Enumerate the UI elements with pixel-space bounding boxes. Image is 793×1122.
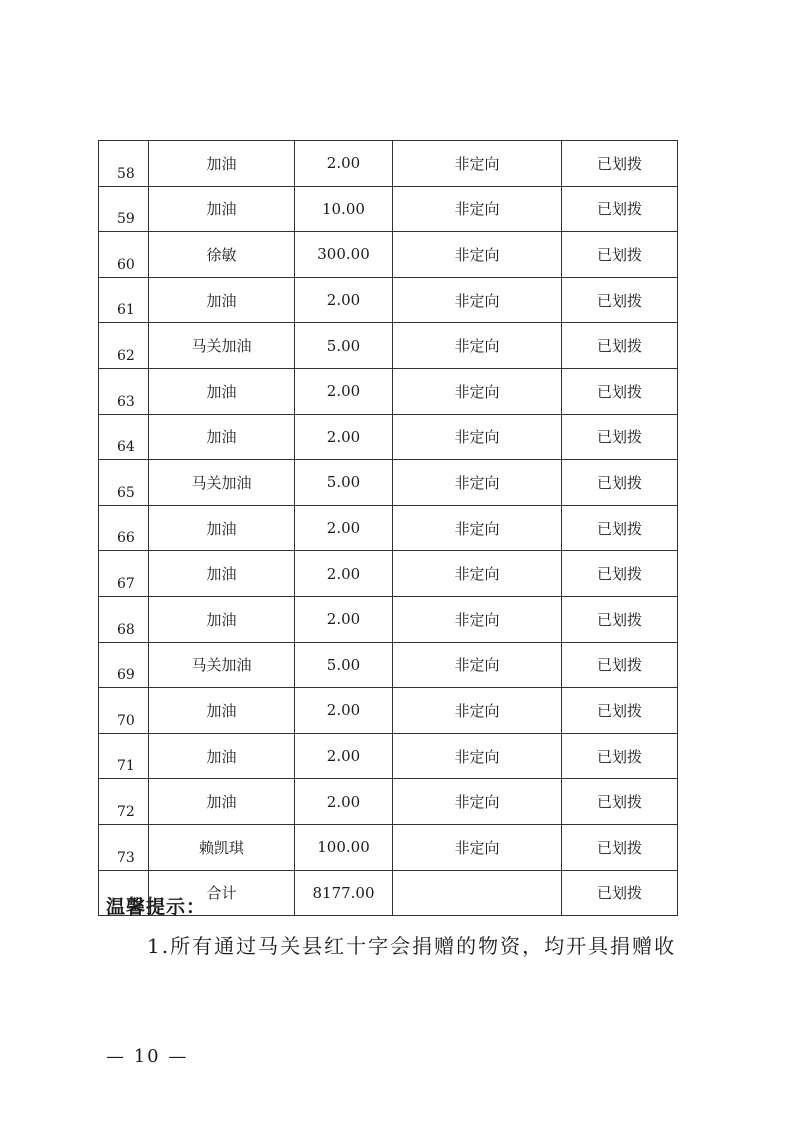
donation-direction: 非定向 [393, 414, 562, 460]
donation-direction: 非定向 [393, 642, 562, 688]
row-number: 58 [99, 141, 149, 187]
allocation-status: 已划拨 [562, 277, 678, 323]
row-number: 63 [99, 368, 149, 414]
row-number: 67 [99, 551, 149, 597]
donation-direction: 非定向 [393, 779, 562, 825]
donation-amount: 5.00 [295, 460, 393, 506]
row-number: 65 [99, 460, 149, 506]
donation-amount: 5.00 [295, 323, 393, 369]
donation-direction: 非定向 [393, 733, 562, 779]
allocation-status: 已划拨 [562, 870, 678, 916]
allocation-status: 已划拨 [562, 779, 678, 825]
row-number: 66 [99, 505, 149, 551]
donation-table-body [99, 141, 678, 916]
allocation-status: 已划拨 [562, 551, 678, 597]
table-row [99, 688, 678, 734]
allocation-status: 已划拨 [562, 232, 678, 278]
donation-direction: 非定向 [393, 551, 562, 597]
donation-amount: 300.00 [295, 232, 393, 278]
table-row [99, 596, 678, 642]
row-number: 71 [99, 733, 149, 779]
table-row [99, 186, 678, 232]
donor-name: 加油 [149, 733, 295, 779]
donor-name: 加油 [149, 186, 295, 232]
table-row [99, 824, 678, 870]
donation-amount: 2.00 [295, 551, 393, 597]
donation-direction: 非定向 [393, 824, 562, 870]
donation-amount: 2.00 [295, 505, 393, 551]
donation-amount: 2.00 [295, 141, 393, 187]
allocation-status: 已划拨 [562, 688, 678, 734]
donation-amount: 2.00 [295, 688, 393, 734]
donor-name: 加油 [149, 596, 295, 642]
donation-direction: 非定向 [393, 186, 562, 232]
page-number: — 10 — [106, 1046, 189, 1067]
table-row [99, 414, 678, 460]
donor-name: 加油 [149, 141, 295, 187]
table-row [99, 141, 678, 187]
allocation-status: 已划拨 [562, 460, 678, 506]
allocation-status: 已划拨 [562, 368, 678, 414]
allocation-status: 已划拨 [562, 141, 678, 187]
donation-amount: 10.00 [295, 186, 393, 232]
donation-amount: 2.00 [295, 277, 393, 323]
donation-amount: 100.00 [295, 824, 393, 870]
tip-line-1: 1.所有通过马关县红十字会捐赠的物资，均开具捐赠收 [147, 934, 677, 958]
donor-name: 加油 [149, 505, 295, 551]
allocation-status: 已划拨 [562, 186, 678, 232]
tip-title: 温馨提示： [106, 896, 207, 918]
donor-name: 加油 [149, 688, 295, 734]
donation-amount: 2.00 [295, 368, 393, 414]
donor-name: 加油 [149, 277, 295, 323]
donation-direction: 非定向 [393, 323, 562, 369]
donation-amount: 2.00 [295, 733, 393, 779]
allocation-status: 已划拨 [562, 414, 678, 460]
donation-amount: 5.00 [295, 642, 393, 688]
donation-direction: 非定向 [393, 141, 562, 187]
donation-direction: 非定向 [393, 505, 562, 551]
donation-amount: 2.00 [295, 779, 393, 825]
donation-direction: 非定向 [393, 460, 562, 506]
table-row [99, 277, 678, 323]
donation-table [98, 140, 678, 916]
donor-name: 马关加油 [149, 323, 295, 369]
row-number: 59 [99, 186, 149, 232]
donor-name: 徐敏 [149, 232, 295, 278]
donation-direction: 非定向 [393, 232, 562, 278]
donation-direction: 非定向 [393, 277, 562, 323]
donor-name: 赖凯琪 [149, 824, 295, 870]
allocation-status: 已划拨 [562, 824, 678, 870]
donor-name: 合计 [149, 870, 295, 916]
row-number: 64 [99, 414, 149, 460]
allocation-status: 已划拨 [562, 642, 678, 688]
donor-name: 加油 [149, 779, 295, 825]
row-number: 68 [99, 596, 149, 642]
table-row [99, 460, 678, 506]
row-number: 73 [99, 824, 149, 870]
donation-amount: 8177.00 [295, 870, 393, 916]
row-number: 61 [99, 277, 149, 323]
donation-direction: 非定向 [393, 596, 562, 642]
allocation-status: 已划拨 [562, 323, 678, 369]
donation-amount: 2.00 [295, 596, 393, 642]
row-number: 70 [99, 688, 149, 734]
table-row [99, 368, 678, 414]
allocation-status: 已划拨 [562, 733, 678, 779]
donation-direction: 非定向 [393, 368, 562, 414]
row-number: 72 [99, 779, 149, 825]
table-row [99, 642, 678, 688]
row-number: 60 [99, 232, 149, 278]
table-row [99, 733, 678, 779]
table-row [99, 505, 678, 551]
table-row [99, 232, 678, 278]
allocation-status: 已划拨 [562, 596, 678, 642]
donor-name: 加油 [149, 414, 295, 460]
donor-name: 加油 [149, 551, 295, 597]
row-number: 62 [99, 323, 149, 369]
table-row [99, 779, 678, 825]
donor-name: 马关加油 [149, 460, 295, 506]
donor-name: 加油 [149, 368, 295, 414]
allocation-status: 已划拨 [562, 505, 678, 551]
donation-amount: 2.00 [295, 414, 393, 460]
row-number: 69 [99, 642, 149, 688]
donation-direction: 非定向 [393, 688, 562, 734]
donor-name: 马关加油 [149, 642, 295, 688]
donation-direction [393, 870, 562, 916]
table-row [99, 323, 678, 369]
table-row [99, 551, 678, 597]
